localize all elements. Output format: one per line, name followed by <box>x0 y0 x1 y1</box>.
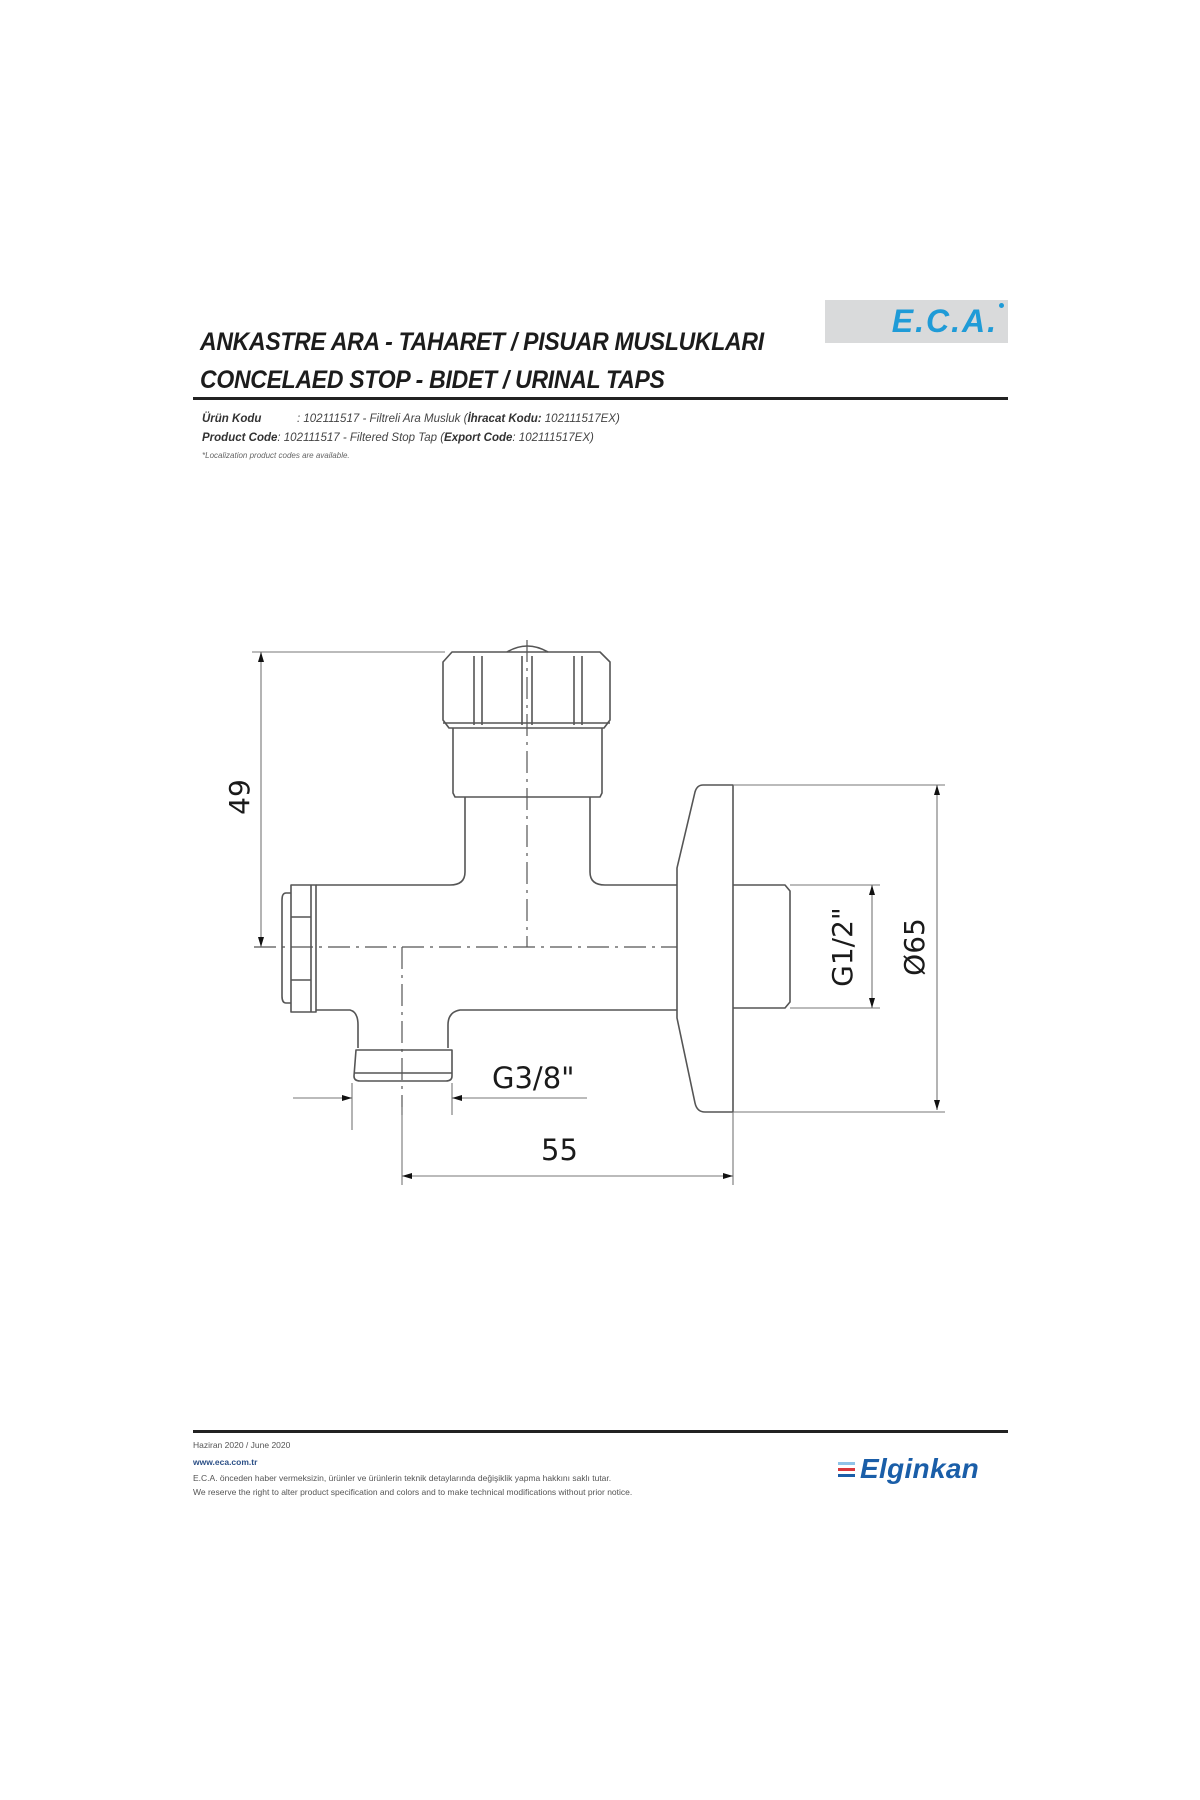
footer-disclaimer-tr: E.C.A. önceden haber vermeksizin, ürünler ve ürünlerin teknik detaylarında değişiklik yapma hakkını saklı tutar. <box>193 1473 612 1483</box>
valve-body <box>316 1010 358 1048</box>
product-code-tr-label: Ürün Kodu <box>202 413 262 425</box>
valve-stem <box>316 797 465 885</box>
eca-logo-text: E.C.A. <box>891 303 998 339</box>
elginkan-logo <box>838 1455 1008 1485</box>
footer-date: Haziran 2020 / June 2020 <box>193 1440 291 1450</box>
elginkan-bars-icon <box>838 1462 855 1478</box>
dim-height-label: 49 <box>223 779 256 815</box>
wall-plate <box>677 785 733 1112</box>
elginkan-logo-text: Elginkan <box>860 1453 980 1484</box>
product-code-en-label: Product Code <box>202 432 278 444</box>
dim-outlet-thread-label: G3/8" <box>492 1061 575 1095</box>
export-code-en-value: : 102111517EX) <box>512 432 594 444</box>
localization-note: *Localization product codes are available. <box>202 451 350 460</box>
dim-inlet-thread-label: G1/2" <box>826 907 859 987</box>
filter-cap <box>291 885 316 1012</box>
footer-divider <box>193 1430 1008 1433</box>
footer-disclaimer-en: We reserve the right to alter product specification and colors and to make technical modifications without prior notice. <box>193 1487 633 1497</box>
footer-website-link[interactable]: www.eca.com.tr <box>193 1457 258 1467</box>
dim-length-label: 55 <box>541 1133 578 1167</box>
product-code-tr-value: : 102111517 - Filtreli Ara Musluk ( <box>297 413 468 425</box>
page-title-en: CONCELAED STOP - BIDET / URINAL TAPS <box>200 366 665 394</box>
dim-plate-diameter-label: Ø65 <box>898 918 931 976</box>
product-code-en-value: : 102111517 - Filtered Stop Tap ( <box>277 432 445 444</box>
page-title-tr: ANKASTRE ARA - TAHARET / PISUAR MUSLUKLARI <box>200 328 764 356</box>
export-code-tr-value: 102111517EX) <box>541 413 620 425</box>
inlet-thread <box>733 885 790 1008</box>
export-code-en-label: Export Code <box>444 432 513 444</box>
outlet-thread <box>354 1050 452 1081</box>
export-code-tr-label: İhracat Kodu: <box>467 413 542 425</box>
